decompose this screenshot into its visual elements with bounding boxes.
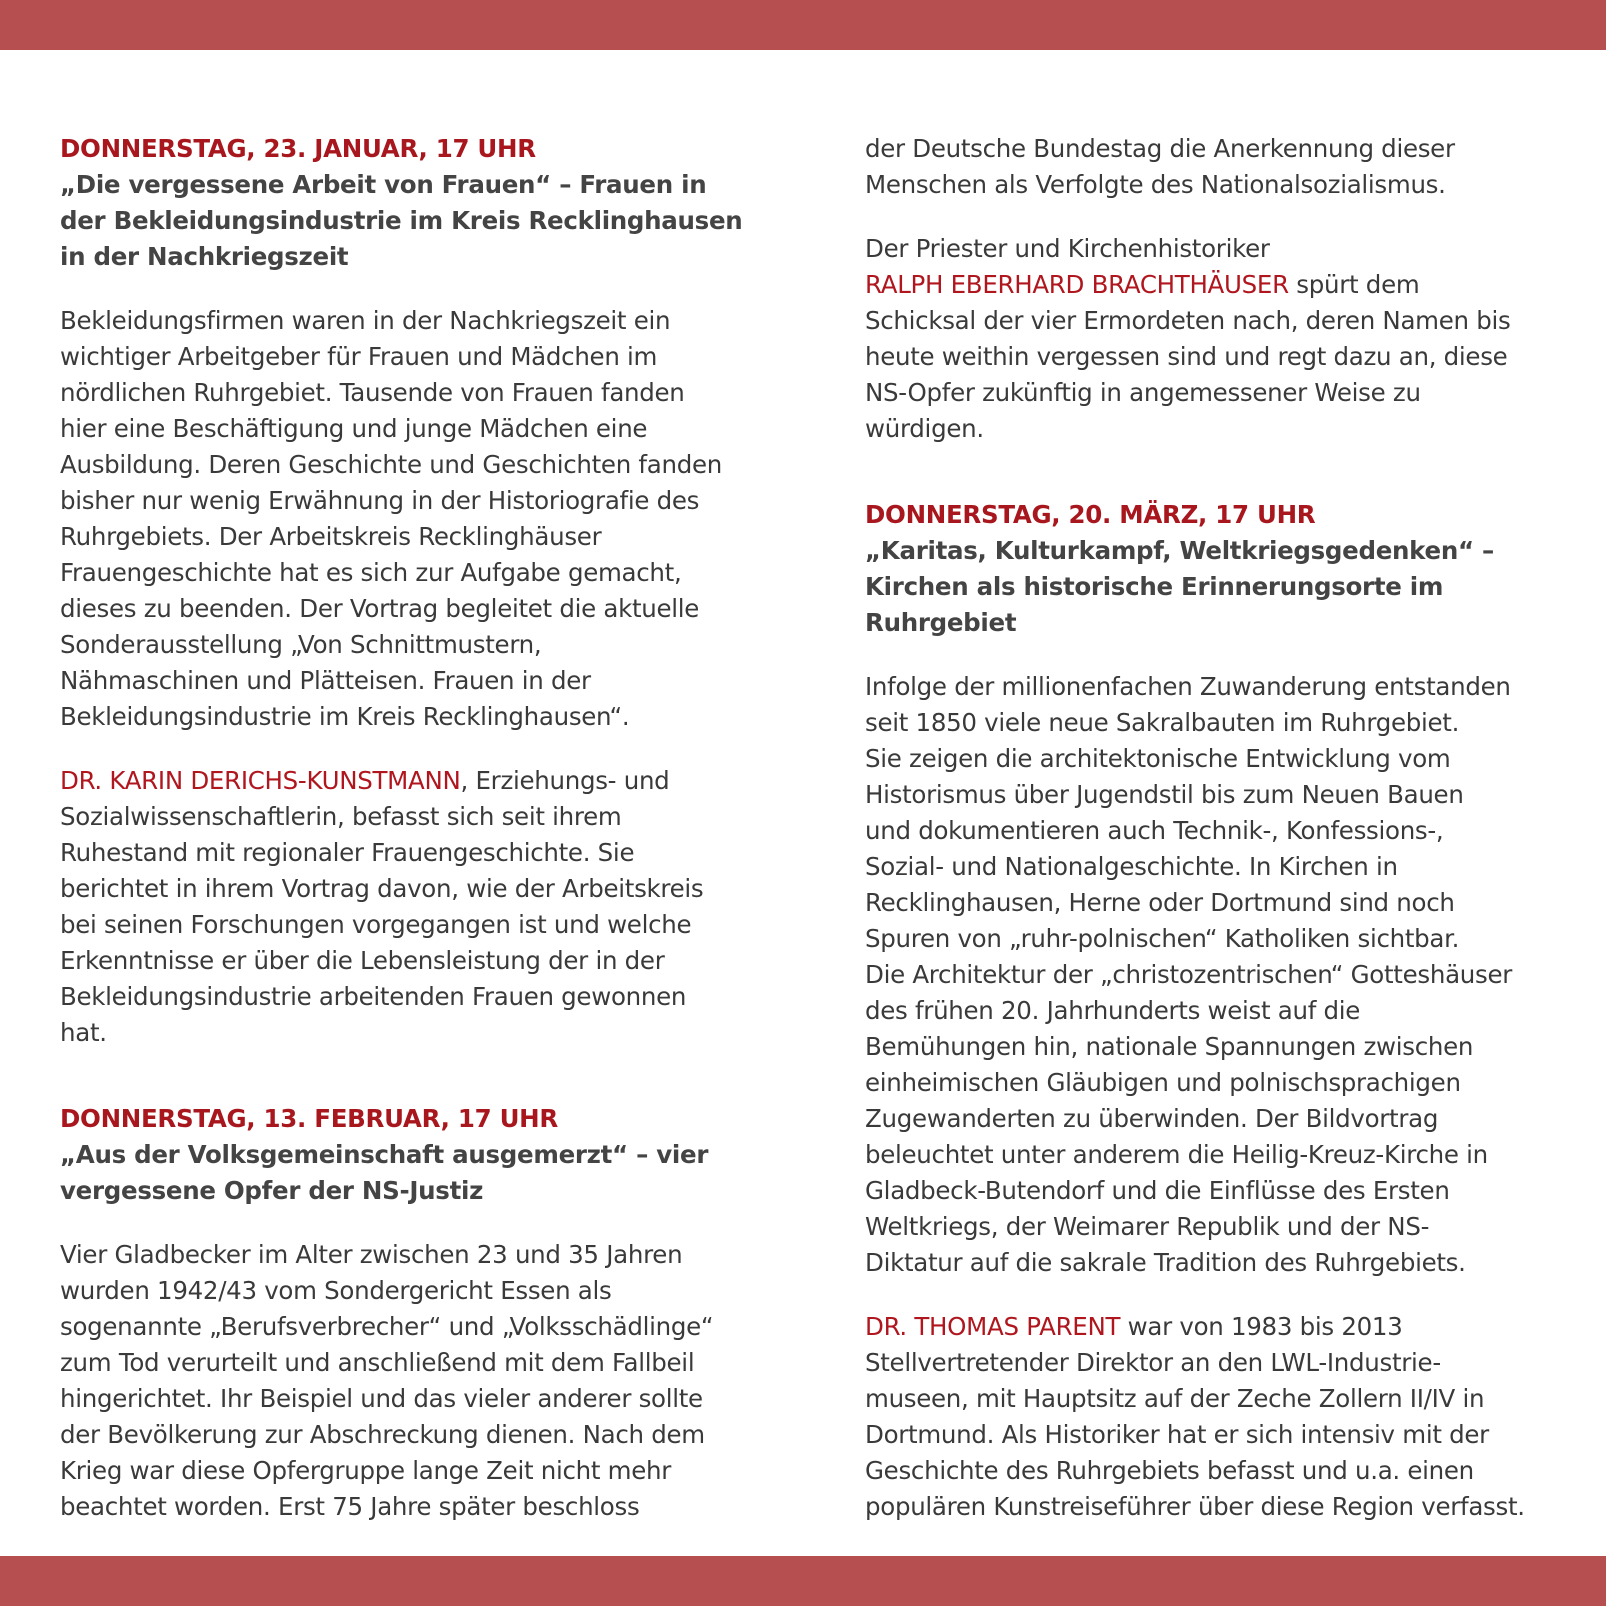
speaker-name: DR. KARIN DERICHS-KUNSTMANN xyxy=(60,766,461,795)
text-line: Spuren von „ruhr-polnischen“ Katholiken sichtbar. xyxy=(865,924,1460,953)
event-3-title xyxy=(865,533,1565,641)
text-line: Sozialwissenschaftlerin, befasst sich seit ihrem xyxy=(60,802,622,831)
text-line: Schicksal der vier Ermordeten nach, deren Namen bis xyxy=(865,306,1511,335)
event-1-title xyxy=(60,167,750,275)
text-line: Zugewanderten zu überwinden. Der Bildvortrag xyxy=(865,1104,1439,1133)
text-line: NS-Opfer zukünftig in angemessener Weise zu xyxy=(865,378,1421,407)
text-line: und dokumentieren auch Technik-, Konfessions-, xyxy=(865,816,1444,845)
text-line: , Erziehungs- und xyxy=(460,766,670,795)
text-line: populären Kunstreiseführer über diese Region verfasst. xyxy=(865,1492,1525,1521)
event-2-description-continued xyxy=(865,131,1565,203)
text-line: Der Priester und Kirchenhistoriker xyxy=(865,234,1270,263)
text-line: Krieg war diese Opfergruppe lange Zeit nicht mehr xyxy=(60,1456,672,1485)
speaker-name: RALPH EBERHARD BRACHTHÄUSER xyxy=(865,270,1289,299)
event-1-date: DONNERSTAG, 23. JANUAR, 17 UHR xyxy=(60,134,536,163)
text-line: Infolge der millionenfachen Zuwanderung entstanden xyxy=(865,672,1511,701)
text-line: Gladbeck-Butendorf und die Einflüsse des Ersten xyxy=(865,1176,1450,1205)
text-line: zum Tod verurteilt und anschließend mit dem Fallbeil xyxy=(60,1348,695,1377)
text-line: hat. xyxy=(60,1018,107,1047)
text-line: Bekleidungsindustrie im Kreis Recklinghausen“. xyxy=(60,702,630,731)
event-1-speaker xyxy=(60,763,750,1051)
event-2-speaker xyxy=(865,231,1565,447)
text-line: Geschichte des Ruhrgebiets befasst und u.a. einen xyxy=(865,1456,1474,1485)
title-line: „Karitas, Kulturkampf, Weltkriegsgedenken“ – xyxy=(865,536,1494,565)
text-line: war von 1983 bis 2013 xyxy=(1120,1312,1403,1341)
title-line: in der Nachkriegszeit xyxy=(60,242,349,271)
text-line: spürt dem xyxy=(1288,270,1420,299)
bottom-band xyxy=(0,1556,1606,1606)
text-line: heute weithin vergessen sind und regt dazu an, diese xyxy=(865,342,1508,371)
text-line: des frühen 20. Jahrhunderts weist auf die xyxy=(865,996,1361,1025)
text-line: Erkenntnisse er über die Lebensleistung der in der xyxy=(60,946,665,975)
text-line: Recklinghausen, Herne oder Dortmund sind noch xyxy=(865,888,1455,917)
event-2-description xyxy=(60,1237,750,1525)
text-line: Die Architektur der „christozentrischen“ Gotteshäuser xyxy=(865,960,1513,989)
title-line: der Bekleidungsindustrie im Kreis Recklinghausen xyxy=(60,206,743,235)
text-line: einheimischen Gläubigen und polnischsprachigen xyxy=(865,1068,1461,1097)
speaker-name: DR. THOMAS PARENT xyxy=(865,1312,1121,1341)
text-line: Bemühungen hin, nationale Spannungen zwischen xyxy=(865,1032,1474,1061)
event-2-date: DONNERSTAG, 13. FEBRUAR, 17 UHR xyxy=(60,1104,558,1133)
title-line: Ruhrgebiet xyxy=(865,608,1017,637)
text-line: sogenannte „Berufsverbrecher“ und „Volksschädlinge“ xyxy=(60,1312,714,1341)
right-column xyxy=(865,131,1565,1525)
text-line: Stellvertretender Direktor an den LWL-Industrie- xyxy=(865,1348,1441,1377)
event-2-title xyxy=(60,1137,750,1209)
text-line: Dortmund. Als Historiker hat er sich intensiv mit der xyxy=(865,1420,1489,1449)
title-line: Kirchen als historische Erinnerungsorte im xyxy=(865,572,1444,601)
title-line: vergessene Opfer der NS-Justiz xyxy=(60,1176,484,1205)
text-line: Menschen als Verfolgte des Nationalsozialismus. xyxy=(865,170,1446,199)
text-line: Ausbildung. Deren Geschichte und Geschichten fanden xyxy=(60,450,722,479)
text-line: Vier Gladbecker im Alter zwischen 23 und 35 Jahren xyxy=(60,1240,683,1269)
text-line: Frauengeschichte hat es sich zur Aufgabe gemacht, xyxy=(60,558,682,587)
text-line: Weltkriegs, der Weimarer Republik und der NS- xyxy=(865,1212,1430,1241)
left-column xyxy=(60,131,750,1525)
text-line: beleuchtet unter anderem die Heilig-Kreuz-Kirche in xyxy=(865,1140,1488,1169)
text-line: hier eine Beschäftigung und junge Mädchen eine xyxy=(60,414,648,443)
text-line: bisher nur wenig Erwähnung in der Historiografie des xyxy=(60,486,700,515)
text-line: Bekleidungsindustrie arbeitenden Frauen gewonnen xyxy=(60,982,687,1011)
text-line: der Deutsche Bundestag die Anerkennung dieser xyxy=(865,134,1455,163)
text-line: Sozial- und Nationalgeschichte. In Kirchen in xyxy=(865,852,1398,881)
text-line: Sie zeigen die architektonische Entwicklung vom xyxy=(865,744,1451,773)
event-3-date: DONNERSTAG, 20. MÄRZ, 17 UHR xyxy=(865,500,1316,529)
text-line: Bekleidungsfirmen waren in der Nachkriegszeit ein xyxy=(60,306,671,335)
title-line: „Die vergessene Arbeit von Frauen“ – Frauen in xyxy=(60,170,707,199)
text-line: hingerichtet. Ihr Beispiel und das vieler anderer sollte xyxy=(60,1384,703,1413)
event-3-description xyxy=(865,669,1565,1281)
event-3-speaker xyxy=(865,1309,1565,1525)
text-line: Ruhrgebiets. Der Arbeitskreis Recklinghäuser xyxy=(60,522,602,551)
text-line: bei seinen Forschungen vorgegangen ist und welche xyxy=(60,910,692,939)
text-line: beachtet worden. Erst 75 Jahre später beschloss xyxy=(60,1492,640,1521)
text-line: Sonderausstellung „Von Schnittmustern, xyxy=(60,630,542,659)
text-line: Nähmaschinen und Plätteisen. Frauen in der xyxy=(60,666,591,695)
event-1-description xyxy=(60,303,750,735)
text-line: der Bevölkerung zur Abschreckung dienen. Nach dem xyxy=(60,1420,705,1449)
text-line: dieses zu beenden. Der Vortrag begleitet die aktuelle xyxy=(60,594,700,623)
text-line: Diktatur auf die sakrale Tradition des Ruhrgebiets. xyxy=(865,1248,1466,1277)
text-line: Historismus über Jugendstil bis zum Neuen Bauen xyxy=(865,780,1464,809)
text-line: museen, mit Hauptsitz auf der Zeche Zollern II/IV in xyxy=(865,1384,1485,1413)
text-line: wurden 1942/43 vom Sondergericht Essen als xyxy=(60,1276,612,1305)
text-line: Ruhestand mit regionaler Frauengeschichte. Sie xyxy=(60,838,635,867)
text-line: würdigen. xyxy=(865,414,984,443)
text-line: seit 1850 viele neue Sakralbauten im Ruhrgebiet. xyxy=(865,708,1460,737)
top-band xyxy=(0,0,1606,50)
text-line: nördlichen Ruhrgebiet. Tausende von Frauen fanden xyxy=(60,378,685,407)
text-line: wichtiger Arbeitgeber für Frauen und Mädchen im xyxy=(60,342,658,371)
title-line: „Aus der Volksgemeinschaft ausgemerzt“ – vier xyxy=(60,1140,709,1169)
text-line: berichtet in ihrem Vortrag davon, wie der Arbeitskreis xyxy=(60,874,704,903)
